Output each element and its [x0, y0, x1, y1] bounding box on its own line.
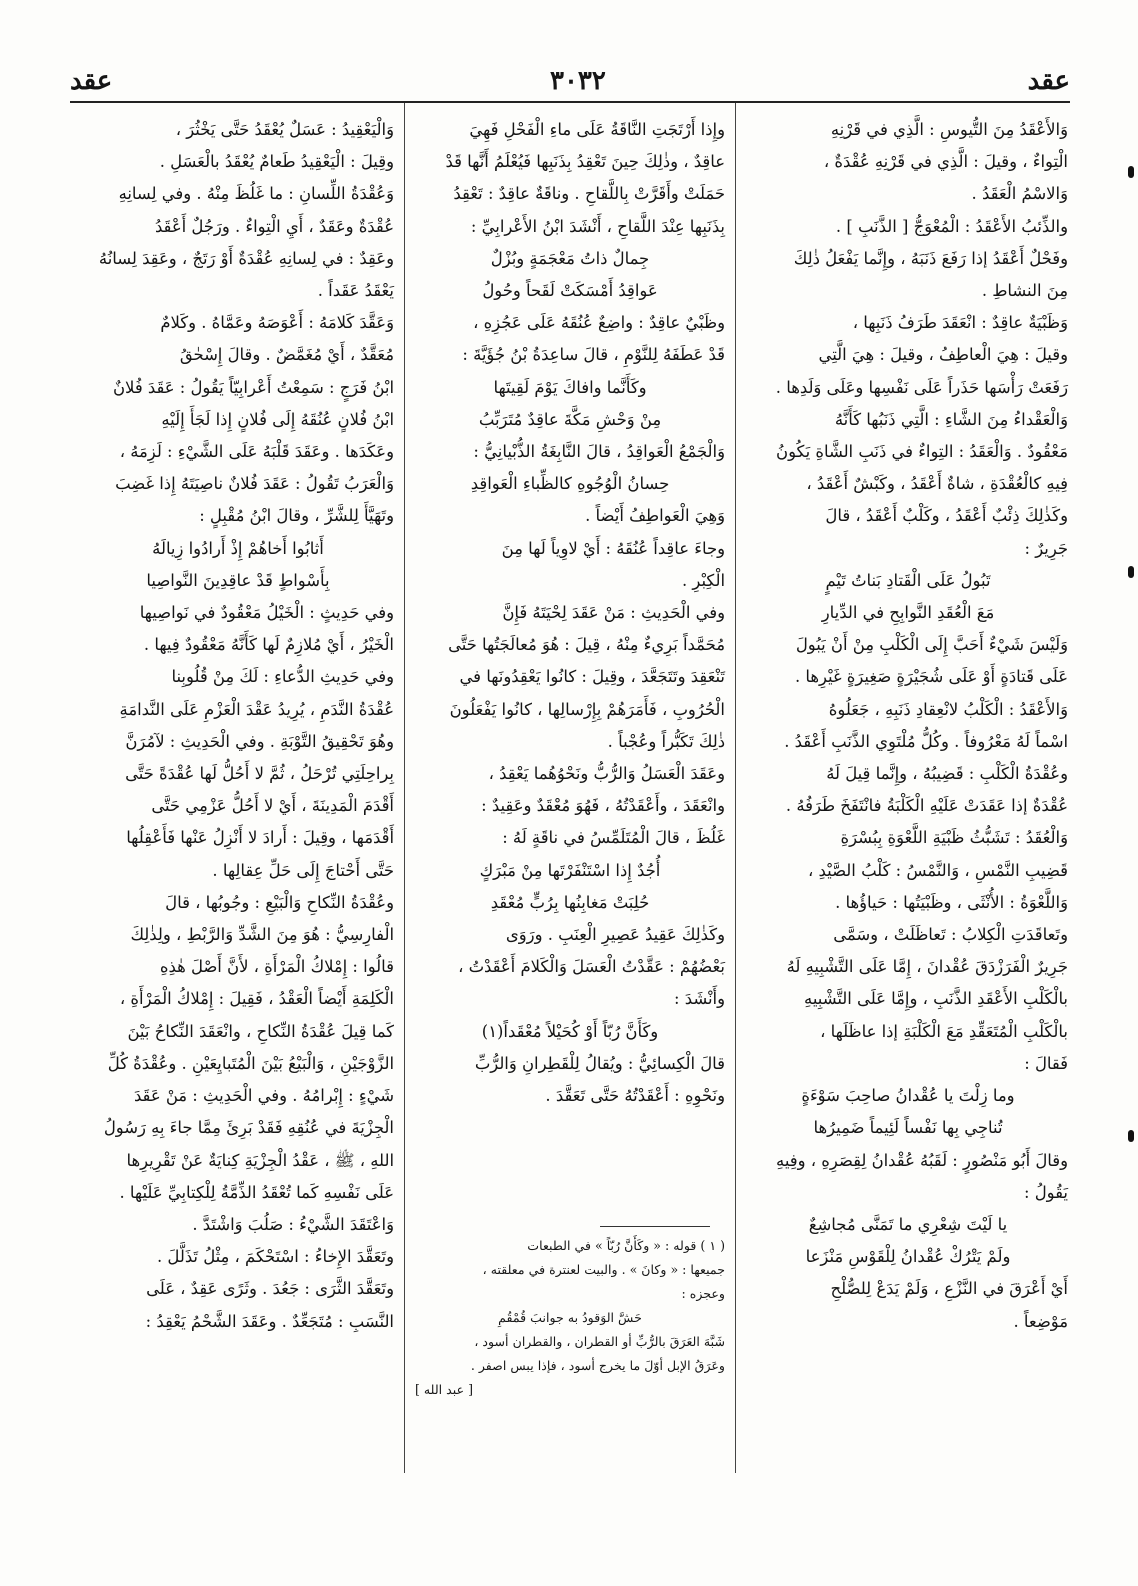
column-left-text-line: الْجِزْيَةَ في عُنُقِهِ فَقَدْ بَرِئَ مِمَّا جاءَ بِهِ رَسُولُ [103, 1118, 394, 1138]
column-middle-text-line: وَالْجَمْعُ الْعَواقِدُ ، قالَ النَّابِغَةُ الذُّبْيانِيُّ : [473, 442, 725, 462]
column-middle-text-line: عاقِدٌ ، وذٰلِكَ حِينَ تَعْقِدُ بِذَنَبِها فَيُعْلَمُ أَنَّها قَدْ [445, 152, 725, 172]
column-right-text-line: والذِّئبُ الأَعْقَدُ : الْمُعْوَجُّ [ الذَّنَبِ ] . [835, 216, 1068, 236]
column-middle-text-line: وإِذا أَرْتَجَتِ النَّاقَةُ عَلَى ماءِ الْفَحْلِ فَهِيَ [469, 120, 725, 139]
column-right-text-line: وَالأَعْقَدُ مِنَ التُّيوسِ : الَّذِي في قَرْنِهِ [830, 120, 1068, 139]
column-middle-text-line: بَعْضُهُمْ : عَقَّدْتُ الْعَسَلَ وَالْكَلامَ أَعْقَدْتُ ، [458, 957, 725, 977]
column-right-text-line: الْتِواءٌ ، وقيلَ : الَّذِي في قَرْنِهِ عُقْدَةٌ ، [823, 152, 1068, 172]
binding-mark [1128, 566, 1134, 578]
column-middle-text-line: وَهِيَ الْعَواطِفُ أَيْضاً . [585, 506, 725, 526]
footnotes [415, 1234, 725, 1402]
column-left-text-line: وتَعَقَّدَ الإِخاءُ : اسْتَحْكَمَ ، مِثْلُ تَذَلَّلَ . [157, 1247, 394, 1267]
column-right-text-line: وَلَيْسَ شَيْءٌ أَحَبَّ إِلَى الْكَلْبِ مِنْ أَنْ يَبُولَ [795, 635, 1068, 655]
column-left-text-line: اللهِ ، ﷺ ، عَقْدُ الْجِزْيَةِ كِنايَةٌ عَنْ تَقْرِيرِها [126, 1150, 394, 1170]
column-right-text-line: وَالْعُقَدُ : تَشَبُّثُ ظَبْيَةِ اللَّعْوَةِ بِبُسْرَةِ [840, 828, 1068, 848]
column-left-text-line: عَلَى نَفْسِهِ كَما تُعْقَدُ الذِّمَّةُ لِلْكِتابِيِّ عَلَيْها . [119, 1182, 394, 1202]
column-right-text-line: رَفَعَتْ رَأْسَها حَذَراً عَلَى نَفْسِها وعَلَى وَلَدِها . [775, 377, 1068, 397]
column-right-text-line: بالْكَلْبِ الأَعْقَدِ الذَّنَبِ ، وإِمَّا عَلَى التَّشْبِيهِ [804, 989, 1068, 1009]
column-left-text-line: وعَقِدٌ : في لِسانِهِ عُقْدَةٌ أَوْ رَتَجٌ ، وعَقِدَ لِسانُهُ [98, 248, 394, 268]
column-right-verse-line: يا لَيْتَ شِعْرِي ما تَمَنَّى مُجاشِعٌ [808, 1214, 1008, 1234]
column-middle-text-line: الْحُرُوبِ ، فَأَمَرَهُمْ بِإِرْسالِها ، كانُوا يَفْعَلُونَ [449, 699, 725, 719]
column-middle-text-line: وأَنْشَدَ : [674, 989, 725, 1009]
column-left-text-line: أَقْدَمَ الْمَدِينَةَ ، أَيْ لا أَحُلُّ عَزْمِي حَتَّى [151, 796, 394, 816]
column-middle-verse-line: حُلِبَتْ مَغابِنُها بِرُبٍّ مُعْقَدِ [490, 892, 650, 912]
column-left-text-line: وهُوَ تَحْقِيقُ التَّوْبَةِ . وفي الْحَدِيثِ : لآمُرَنَّ [125, 731, 394, 751]
column-right [748, 114, 1068, 1338]
column-middle-verse-line: حِسانُ الْوُجُوهِ كالظِّباءِ الْعَواقِدِ [470, 474, 670, 494]
column-middle-verse-line: أُجُدٌ إِذا اسْتَنْفَرْتَها مِنْ مَبْرَكٍ [479, 860, 661, 880]
column-right-text-line: جَرِيرٌ الْفَرَزْدَقَ عُقْدانَ ، إِمَّا عَلَى التَّشْبِيهِ لَهُ [786, 957, 1068, 977]
column-left-text-line: ابْنُ فُلانٍ عُنُقَهُ إِلَى فُلانٍ إِذا لَجَأَ إِلَيْهِ [161, 409, 394, 429]
column-left-text-line: النَّسَبِ : مُتَجَعِّدٌ . وعَقَدَ الشَّحْمُ يَعْقِدُ : [145, 1311, 394, 1331]
footnote-text-line: جميعها : « وكانَ » . والبيت لعنترة في معلقته ، [482, 1262, 725, 1277]
column-right-text-line: وَالْعَقْداءُ مِنَ الشَّاءِ : الَّتِي ذَنَبُها كَأَنَّهُ [834, 409, 1068, 429]
footnote-text-line: ( ١ ) قوله : « وكَأَنَّ رُبّاً » في الطبعات [527, 1238, 725, 1253]
column-right-text-line: يَقُولُ : [1024, 1182, 1068, 1202]
column-middle-verse-line: وكَأَنَّما وافاكَ يَوْمَ لَقِيتَها [493, 377, 647, 397]
footnote-rule [600, 1226, 710, 1227]
column-right-text-line: وفَحْلٌ أَعْقَدُ إذا رَفَعَ ذَنَبَهُ ، وإِنَّما يَفْعَلُ ذٰلِكَ [793, 248, 1068, 268]
column-left-text-line: عُقْدَةُ النَّدَمِ ، يُرِيدُ عَقْدَ الْعَزْمِ عَلَى النَّدامَةِ [119, 699, 394, 719]
column-middle-text-line: قَدْ عَطَفَهُ لِلنَّوْمِ ، قالَ ساعِدَةُ بْنُ جُؤَيَّةَ : [462, 345, 725, 365]
header-word-right: عقد [1027, 66, 1070, 96]
header-rule [70, 101, 1070, 103]
column-separator [404, 103, 405, 1473]
column-left-text-line: أَقْدَمَها ، وقِيلَ : أَرادَ لا أَنْزِلُ عَنْها فَأَعْقِلُها [126, 828, 394, 848]
column-left-text-line: وتَعَقَّدَ الثَّرَى : جَعُدَ . وثَرًى عَقِدٌ ، عَلَى [146, 1279, 394, 1299]
column-middle-text-line: الْكِبْرِ . [681, 570, 725, 590]
column-left-text-line: وقِيلَ : الْيَعْقِيدُ طَعامٌ يُعْقَدُ بالْعَسَلِ . [159, 152, 394, 172]
footnote-verse-line: حَشَّ الوَقودُ به جوانبَ قُمْقُمِ [498, 1310, 642, 1325]
column-right-text-line: بالْكَلْبِ الْمُتَعَقِّدِ مَعَ الْكَلْبَةِ إذا عاظَلَها ، [820, 1021, 1068, 1041]
column-right-text-line: وقيلَ : هِيَ الْعاطِفُ ، وقيلَ : هِيَ الَّتِي [818, 345, 1068, 365]
column-middle-text-line: وجاءَ عاقِداً عُنُقَهُ : أَيْ لاوِياً لَها مِنَ [501, 538, 725, 558]
column-right-text-line: أَيْ أَعْرَقَ في النَّزْعِ ، وَلَمْ يَدَعْ لِلصُّلْحِ [830, 1279, 1068, 1299]
column-right-verse-line: ولَمْ يَتْرُكْ عُقْدانُ لِلْقَوْسِ مَنْزَعا [805, 1247, 1011, 1267]
column-right-text-line: مَعْقُودٌ . وَالْعَقَدُ : التِواءٌ في ذَنَبِ الشَّاةِ يَكُونُ [776, 442, 1068, 462]
column-middle [415, 114, 725, 1112]
column-middle-verse-line: جِمالٌ ذاتُ مَعْجَمَةٍ وبُزْلٌ [490, 248, 650, 268]
page-header [70, 66, 1070, 100]
binding-mark [1128, 166, 1134, 178]
column-right-text-line: اسْماً لَهُ مَعْرُوفاً . وكُلُّ مُلْتَوِي الذَّنَبِ أَعْقَدُ . [784, 731, 1068, 751]
page-number: ٣٠٣٢ [550, 66, 606, 96]
column-right-text-line: فَقالَ : [1024, 1053, 1068, 1073]
column-right-text-line: وَالاسْمُ الْعَقَدُ . [971, 184, 1068, 204]
column-right-verse-line: مَعَ الْعُقَدِ النَّوابِحِ في الدِّيارِ [821, 603, 995, 623]
column-middle-text-line: وانْعَقَدَ ، وأَعْقَدْتُهُ ، فَهُوَ مُعْقَدٌ وعَقِيدٌ : [481, 796, 725, 816]
column-middle-text-line: مُحَمَّداً بَرِيءٌ مِنْهُ ، قِيلَ : هُوَ مُعالَجَتُها حَتَّى [448, 635, 725, 655]
column-right-text-line: مَوْضِعاً . [1013, 1311, 1068, 1331]
column-middle-text-line: ذٰلِكَ تَكَبُّراً وعُجْباً . [607, 731, 725, 751]
column-left-text-line: وعَكَدَها . وعَقَدَ قَلْبَهُ عَلَى الشَّيْءِ : لَزِمَهُ ، [119, 442, 394, 462]
column-middle-text-line: بِذَنَبِها عِنْدَ اللَّقاحِ ، أَنْشَدَ ابْنُ الأَعْرابِيِّ : [470, 216, 725, 236]
column-right-verse-line: تَبُولُ عَلَى الْقَتادِ بَناتُ تَيْمٍ [825, 570, 991, 590]
column-right-text-line: وَظَبْيَةٌ عاقِدٌ : انْعَقَدَ طَرَفُ ذَنَبِها ، [852, 313, 1068, 333]
column-left-text-line: الزَّوْجَيْنِ ، وَالْبَيْعُ بَيْنَ الْمُتَبايِعَيْنِ . وعُقْدَةُ كُلِّ [107, 1053, 394, 1073]
column-left-text-line: بِراحِلَتِي تُرْحَلُ ، ثُمَّ لا أَحُلُّ لَها عُقْدَةً حَتَّى [125, 764, 394, 784]
column-left-text-line: عُقْدَةٌ وعَقَدٌ ، أَيِ الْتِواءٌ . ورَجُلٌ أَعْقَدُ [154, 216, 394, 236]
binding-mark [1128, 1130, 1134, 1142]
column-right-text-line: فِيهِ كالْعُقْدَةِ ، شاةٌ أَعْقَدُ ، وكَبْشٌ أَعْقَدُ ، [806, 474, 1068, 494]
column-middle-text-line: غَلُظَ ، قالَ الْمُتَلَمِّسُ في ناقَةٍ لَهُ : [502, 828, 725, 848]
column-middle-text-line: ونَحْوِهِ : أَعْقَدْتُهُ حَتَّى تَعَقَّدَ . [545, 1086, 725, 1106]
column-separator [735, 103, 736, 1473]
column-left-text-line: وَالْعَرَبُ تَقُولُ : عَقَدَ فُلانٌ ناصِيَتَهُ إِذا غَضِبَ [115, 474, 394, 494]
footnote-signature: [ عبد الله ] [415, 1382, 474, 1397]
column-right-text-line: مِنَ النشاطِ . [981, 281, 1068, 301]
column-left-text-line: وعُقْدَةُ النِّكاحِ وَالْبَيْعِ : وجُوبُها ، قالَ [165, 892, 394, 912]
column-right-verse-line: تُناجِي بِها نَفْساً لَئِيماً ضَمِيرُها [813, 1118, 1003, 1138]
column-left-text-line: وَعَقَّدَ كَلامَهُ : أَعْوَصَهُ وعَمَّاهُ . وكَلامٌ [160, 313, 394, 333]
column-left-text-line: الْفارِسِيُّ : هُوَ مِنَ الشَّدِّ وَالرَّبْطِ ، ولِذٰلِكَ [130, 925, 394, 945]
column-right-verse-line: وما زِلْتَ يا عُقْدانُ صاحِبَ سَوْءَةٍ [801, 1086, 1015, 1106]
column-middle-text-line: وعَقَدَ الْعَسَلُ وَالرُّبُّ ونَحْوُهُما يَعْقِدُ ، [488, 764, 725, 784]
column-left-text-line: وَالْيَعْقِيدُ : عَسَلٌ يُعْقَدُ حَتَّى يَخْثُرَ ، [175, 120, 394, 139]
column-middle-text-line: قالَ الْكِسائِيُّ : ويُقالُ لِلْقَطِرانِ وَالرُّبِّ [474, 1053, 725, 1073]
header-word-left: عقد [70, 66, 113, 96]
column-right-text-line: وَاللَّعْوَةُ : الأُنْثَى ، وظَبْيَتُها : حَياؤُها . [835, 892, 1068, 912]
column-left-verse-line: أَثابُوا أَخاهُمْ إِذْ أَرادُوا زِيالَهُ [152, 538, 324, 558]
column-left-text-line: ابْنُ فَرَجٍ : سَمِعْتُ أَعْرابِيّاً يَقُولُ : عَقَدَ فُلانٌ [113, 377, 394, 397]
column-right-text-line: وكَذٰلِكَ ذِئْبٌ أَعْقَدُ ، وكَلْبٌ أَعْقَدُ ، قالَ [825, 506, 1068, 526]
column-left-text-line: يَعْقَدُ عَقَداً . [317, 281, 394, 301]
column-middle-verse-line: وكَأَنَّ رُبّاً أَوْ كُحَيْلاً مُعْقَداً(١) [481, 1021, 659, 1041]
column-left-text-line: وَعُقْدَةُ اللِّسانِ : ما غَلُظَ مِنْهُ . وفي لِسانِهِ [118, 184, 394, 204]
column-left-text-line: وَاعْتَقَدَ الشَّيْءُ : صَلُبَ وَاشْتَدَّ . [192, 1214, 394, 1234]
column-left-verse-line: بِأَسْواطٍ قَدْ عاقِدِينَ النَّواصِيا [146, 570, 330, 590]
column-left-text-line: وفي حَدِيثِ الدُّعاءِ : لَكَ مِنْ قُلُوبِنا [171, 667, 394, 687]
column-right-text-line: وَالأَعْقَدُ : الْكَلْبُ لانْعِقادِ ذَنَبِهِ ، جَعَلُوهُ [828, 699, 1068, 719]
column-right-text-line: وعُقْدَةُ الْكَلْبِ : قَضِيبُهُ ، وإِنَّما قِيلَ لَهُ [826, 764, 1068, 784]
column-middle-text-line: وفي الْحَدِيثِ : مَنْ عَقَدَ لِحْيَتَهُ فَإِنَّ [502, 603, 725, 623]
column-right-text-line: جَرِيرٌ : [1024, 538, 1068, 558]
column-left-text-line: الْخَيْرُ ، أَيْ مُلازِمٌ لَها كَأَنَّهُ مَعْقُودٌ فِيها . [143, 635, 394, 655]
column-middle-verse-line: عَواقِدُ أَمْسَكَتْ لَقَحاً وحُولُ [482, 281, 658, 301]
column-left-text-line: مُعَقَّدٌ ، أَيْ مُغَمَّضٌ . وقالَ إِسْحٰقُ [179, 345, 394, 365]
column-left-text-line: قالُوا : إِمْلاكُ الْمَرْأَةِ ، لأَنَّ أَصْلَ هٰذِهِ [159, 957, 394, 977]
column-left-text-line: وفي حَدِيثٍ : الْخَيْلُ مَعْقُودٌ في نَواصِيها [139, 603, 394, 623]
column-middle-text-line: حَمَلَتْ وأَقَرَّتْ بِاللَّقاحِ . وناقَةٌ عاقِدٌ : تَعْقِدُ [453, 184, 725, 204]
column-middle-text-line: تَنْعَقِدَ وتَتَجَعَّدَ ، وقِيلَ : كانُوا يَعْقِدُونَها في [459, 667, 725, 687]
column-right-text-line: وتَعاقَدَتِ الْكِلابُ : تَعاظَلَتْ ، وسَمَّى [833, 925, 1068, 945]
column-right-text-line: قَضِيبِ النَّمْسِ ، وَالنَّمْسُ : كَلْبُ الصَّيْدِ ، [808, 860, 1068, 880]
column-right-text-line: عَلَى قَتادَةٍ أَوْ عَلَى شُجَيْرَةٍ صَغِيرَةٍ غَيْرِها . [794, 667, 1068, 687]
footnote-text-line: شَبَّهَ العَرَقَ بالرُّبِّ أو القطران ، والقطران أسود ، [474, 1334, 725, 1349]
column-left-text-line: شَيْءٍ : إِبْرامُهُ . وفي الْحَدِيثِ : مَنْ عَقَدَ [133, 1086, 394, 1106]
column-middle-verse-line: مِنْ وَحْشِ مَكَّةَ عاقِدٌ مُتَرَبِّبُ [478, 409, 662, 429]
column-middle-text-line: وكَذٰلِكَ عَقِيدُ عَصِيرِ الْعِنَبِ . ورَوَى [505, 925, 725, 945]
column-left-text-line: الْكَلِمَةِ أَيْضاً الْعَقْدُ ، فَقِيلَ : إِمْلاكُ الْمَرْأَةِ ، [119, 989, 394, 1009]
column-middle-text-line: وظَبْيٌ عاقِدٌ : واضِعٌ عُنُقَهُ عَلَى عَجُزِهِ ، [473, 313, 725, 333]
footnote-text-line: وعَرَقُ الإبل أوّلَ ما يخرج أسود ، فإذا يبس اصفر . [470, 1358, 725, 1373]
column-right-text-line: وقالَ أَبُو مَنْصُورٍ : لَقَبُهُ عُقْدانُ لِقِصَرِهِ ، وفِيهِ [776, 1150, 1068, 1170]
column-left-text-line: حَتَّى أَحْتاجَ إِلَى حَلِّ عِقالِها . [212, 860, 394, 880]
column-right-text-line: عُقْدَةٌ إذا عَقَدَتْ عَلَيْهِ الْكَلْبَةُ فانْتَفَخَ طَرَفُهُ . [785, 796, 1068, 816]
column-left [82, 114, 394, 1338]
column-left-text-line: وتَهَيَّأَ لِلشَّرِّ ، وقالَ ابْنُ مُقْبِلٍ : [199, 506, 394, 526]
footnote-text-line: وعجزه : [681, 1286, 725, 1301]
column-left-text-line: كَما قِيلَ عُقْدَةُ النِّكاحِ ، وانْعَقَدَ النِّكاحُ بَيْنَ [127, 1021, 394, 1041]
